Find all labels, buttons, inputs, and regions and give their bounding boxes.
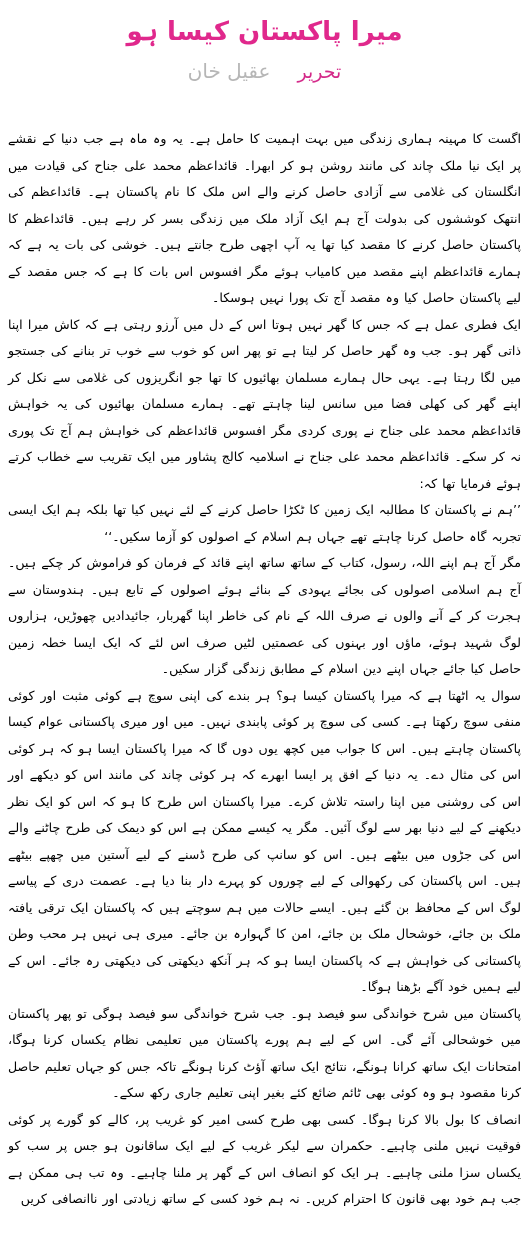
paragraph: پاکستان میں شرح خواندگی سو فیصد ہو۔ جب شرح خواندگی سو فیصد ہوگی تو پھر پاکستان میں خوشحالی آئے گی۔ اس کے لیے ہم پورے پاکستان میں تعلیمی نظام یکساں کرنا ہوگا، امتحانات ایک ساتھ کرانا ہونگے، نتائج ایک ساتھ آؤٹ کرنا ہونگے تاکہ جس کو جہاں تعلیم حاصل کرنا مقصود ہو وہ کوئی بھی ٹائم ضائع کئے بغیر اپنی تعلیم جاری رکھ سکے۔ (8, 1005, 521, 1100)
paragraph: مگر آج ہم اپنے اللہ، رسول، کتاب کے ساتھ ساتھ اپنے قائد کے فرمان کو فراموش کر چکے ہیں۔ آج ہم اسلامی اصولوں کی بجائے یہودی کے بنائے ہوئے اصولوں کے تابع ہیں۔ ہندوستان سے ہجرت کر کے آنے والوں نے صرف اللہ کے نام کی خاطر اپنا گھربار، جائیدادیں چھوڑیں، ہزاروں لوگ شہید ہوئے، ماؤں اور بہنوں کی عصمتیں لٹیں صرف اس لئے کہ ایک ایسا خطہ زمین حاصل کیا جائے جہاں اپنے دین اسلام کے مطابق زندگی گزار سکیں۔ (8, 555, 521, 676)
byline-label: تحریر (297, 61, 342, 83)
byline (8, 54, 521, 88)
paragraph: اگست کا مہینہ ہماری زندگی میں بہت اہمیت کا حامل ہے۔ یہ وہ ماہ ہے جب دنیا کے نقشے پر ایک نیا ملک چاند کی مانند روشن ہو کر ابھرا۔ قائداعظم محمد علی جناح کی قیادت میں انگلستان کی غلامی سے آزادی حاصل کرنے والے اس ملک کا نام پاکستان ہے۔ قائداعظم کی انتھک کوششوں کی بدولت آج ہم ایک آزاد ملک میں زندگی بسر کر رہے ہیں۔ قائداعظم کا پاکستان حاصل کرنے کا مقصد کیا تھا یہ آپ اچھی طرح جانتے ہیں۔ خوشی کی بات یہ ہے کہ ہمارے قائداعظم اپنے مقصد میں کامیاب ہوئے مگر افسوس اس بات کا ہے کہ جس مقصد کے لیے پاکستان حاصل کیا وہ مقصد آج تک پورا نہیں ہوسکا۔ (8, 131, 521, 305)
paragraph: سوال یہ اٹھتا ہے کہ میرا پاکستان کیسا ہو؟ ہر بندے کی اپنی سوچ ہے کوئی مثبت اور کوئی منفی سوچ رکھتا ہے۔ کسی کی سوچ پر کوئی پابندی نہیں۔ میں اور میری پاکستانی عوام کیسا پاکستان چاہتے ہیں۔ اس کا جواب میں کچھ یوں دوں گا کہ میرا پاکستان ایسا ہو کہ ہر کوئی اس کی مثال دے۔ یہ دنیا کے افق پر ایسا ابھرے کہ ہر کوئی چاند کی مانند اس کو دیکھے اور اس کی روشنی میں اپنا راستہ تلاش کرے۔ میرا پاکستان اس طرح کا ہو کہ اس کو ایک نظر دیکھنے کے لیے دنیا بھر سے لوگ آئیں۔ مگر یہ کیسے ممکن ہے اس کو دیمک کی طرح چاٹنے والے اس کی جڑوں میں بیٹھے ہیں۔ اس کو سانپ کی طرح ڈسنے کے لیے آستین میں چھپے بیٹھے ہیں۔ اس پاکستان کی رکھوالی کے لیے چوروں کو پہرے دار بنا دیا ہے۔ عصمت دری کے پیاسے لوگ اس کے محافظ بن گئے ہیں۔ ایسے حالات میں ہم سوچتے ہیں کہ پاکستان ایک ترقی یافتہ ملک بن جائے، خوشحال ملک بن جائے، امن کا گہوارہ بن جائے۔ میری ہی نہیں ہر محب وطن پاکستانی کی خواہش ہے کہ پاکستان ایسا ہو کہ ہر آنکھ دیکھتی کی دیکھتی رہ جائے۔ اس کے لیے ہمیں خود آگے بڑھنا ہوگا۔ (8, 687, 521, 994)
paragraph: انصاف کا بول بالا کرنا ہوگا۔ کسی بھی طرح کسی امیر کو غریب پر، کالے کو گورے پر کوئی فوقیت نہیں ملنی چاہیے۔ حکمران سے لیکر غریب کے لیے ایک ساقانون ہو جس پر سب کو یکساں سزا ملنی چاہیے۔ ہر ایک کو انصاف اس کے گھر پر ملنا چاہیے۔ وہ تب ہی ممکن ہے جب ہم خود بھی قانون کا احترام کریں۔ نہ ہم خود کسی کے ساتھ زیادتی اور ناانصافی کریں (8, 1111, 521, 1206)
article-title: میرا پاکستان کیسا ہو (126, 17, 403, 47)
article-body (8, 126, 521, 1213)
author-name: عقیل خان (187, 59, 271, 83)
spacer (8, 88, 521, 126)
quote-paragraph: ’’ہم نے پاکستان کا مطالبہ ایک زمین کا ٹکڑا حاصل کرنے کے لئے نہیں کیا تھا بلکہ ہم ایک ایسی تجربہ گاہ حاصل کرنا چاہتے تھے جہاں ہم اسلام کے اصولوں کو آزما سکیں۔‘‘ (8, 502, 521, 544)
paragraph: ایک فطری عمل ہے کہ جس کا گھر نہیں ہوتا اس کے دل میں آرزو رہتی ہے کہ کاش میرا اپنا ذاتی گھر ہو۔ جب وہ گھر حاصل کر لیتا ہے تو پھر اس کو خوب سے خوب تر بنانے کی جستجو میں لگا رہتا ہے۔ یہی حال ہمارے مسلمان بھائیوں کا تھا جو انگریزوں کی غلامی سے نکل کر اپنے گھر کی کھلی فضا میں سانس لینا چاہتے تھے۔ ہمارے مسلمان بھائیوں کی یہ خواہش قائداعظم محمد علی جناح نے پوری کردی مگر افسوس قائداعظم کی خواہش ہم آج تک پوری نہ کر سکے۔ قائداعظم محمد علی جناح نے اسلامیہ کالج پشاور میں ایک تقریب سے خطاب کرتے ہوئے فرمایا تھا کہ: (8, 316, 521, 491)
